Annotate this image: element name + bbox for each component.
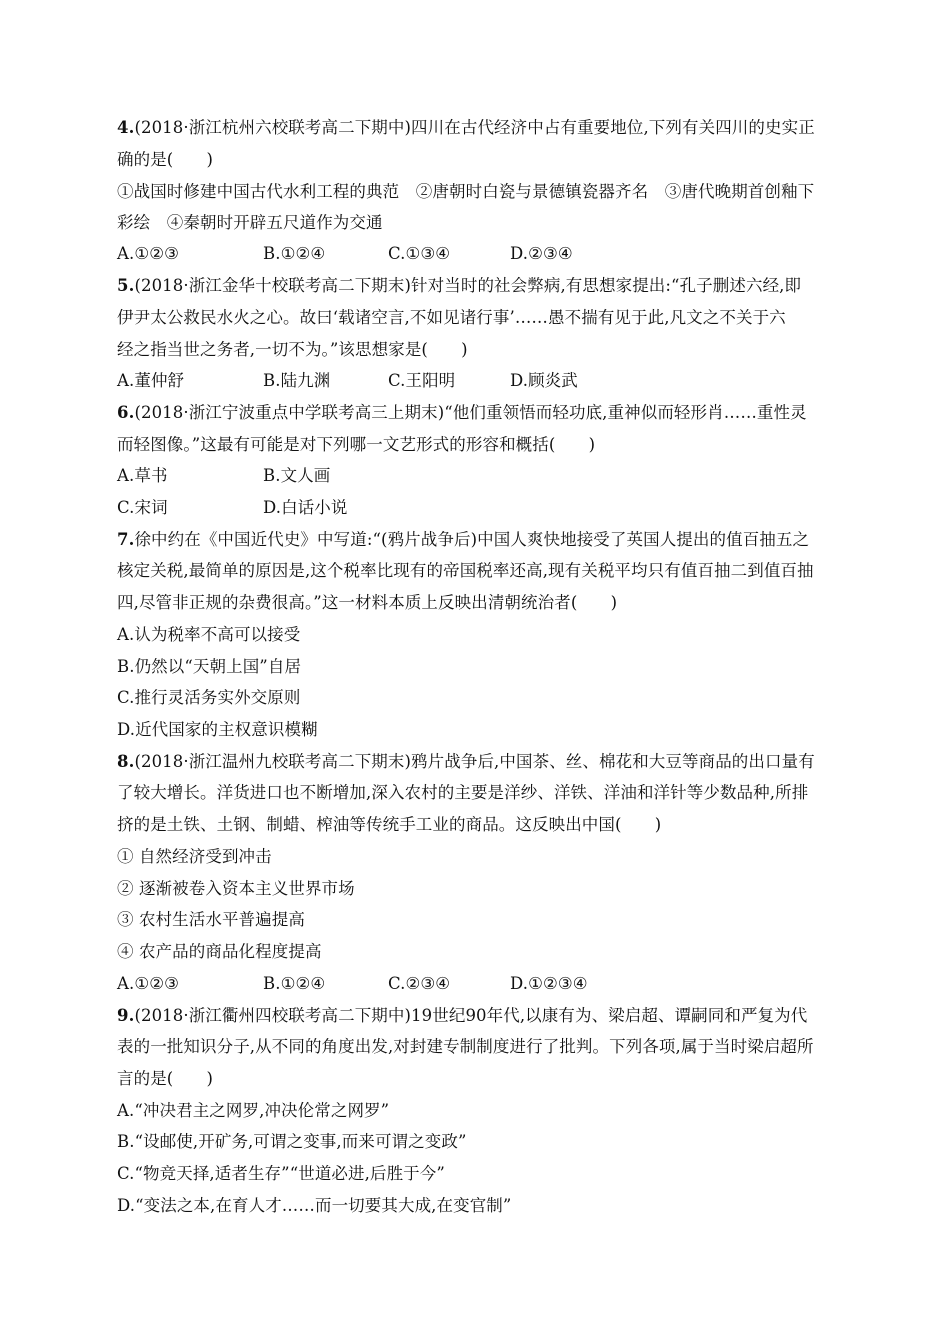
q6-option-b: B.文人画 — [263, 466, 331, 485]
q7-option-b: B.仍然以“天朝上国”自居 — [117, 657, 302, 676]
q5-option-b: B.陆九渊 — [263, 371, 331, 390]
q5-line-2: 伊尹太公救民水火之心。故曰‘载诸空言,不如见诸行事’……愚不揣有见于此,凡文之不关于六 — [117, 308, 786, 327]
q4-option-c: C.①③④ — [388, 244, 451, 263]
q6-option-c: C.宋词 — [117, 498, 168, 517]
q9-number: 9. — [117, 1006, 135, 1025]
q9-option-b: B.“设邮使,开矿务,可谓之变事,而来可谓之变政” — [117, 1132, 467, 1151]
q4-option-a: A.①②③ — [117, 244, 180, 263]
q7-line-2: 核定关税,最简单的原因是,这个税率比现有的帝国税率还高,现有关税平均只有值百抽二到值百抽 — [117, 561, 814, 580]
q5-option-a: A.董仲舒 — [117, 371, 185, 390]
q8-line-1: 8.(2018·浙江温州九校联考高二下期末)鸦片战争后,中国茶、丝、棉花和大豆等商品的出口量有 — [117, 752, 815, 771]
q5-option-d: D.顾炎武 — [510, 371, 578, 390]
q7-option-d: D.近代国家的主权意识模糊 — [117, 720, 318, 739]
q7-option-c: C.推行灵活务实外交原则 — [117, 688, 301, 707]
q8-item-2: ② 逐渐被卷入资本主义世界市场 — [117, 879, 355, 898]
q5-line-1: 5.(2018·浙江金华十校联考高二下期末)针对当时的社会弊病,有思想家提出:“孔子删述六经,即 — [117, 276, 802, 295]
q4-line-3: ①战国时修建中国古代水利工程的典范 ②唐朝时白瓷与景德镇瓷器齐名 ③唐代晚期首创釉下 — [117, 182, 815, 201]
q4-line-4: 彩绘 ④秦朝时开辟五尺道作为交通 — [117, 213, 383, 232]
q6-line-1: 6.(2018·浙江宁波重点中学联考高三上期末)“他们重领悟而轻功底,重神似而轻形肖……重性灵 — [117, 403, 807, 422]
q5-line-3: 经之指当世之务者,一切不为。”该思想家是( ) — [117, 340, 468, 359]
q5-number: 5. — [117, 276, 135, 295]
q8-option-d: D.①②③④ — [510, 974, 588, 993]
q8-line-3: 挤的是土铁、土钢、制蜡、榨油等传统手工业的商品。这反映出中国( ) — [117, 815, 662, 834]
q9-line-1: 9.(2018·浙江衢州四校联考高二下期中)19世纪90年代,以康有为、梁启超、谭嗣同和严复为代 — [117, 1006, 808, 1025]
q4-line-1: 4.(2018·浙江杭州六校联考高二下期中)四川在古代经济中占有重要地位,下列有关四川的史实正 — [117, 118, 815, 137]
q9-line-3: 言的是( ) — [117, 1069, 214, 1088]
q6-option-d: D.白话小说 — [263, 498, 348, 517]
q8-line-2: 了较大增长。洋货进口也不断增加,深入农村的主要是洋纱、洋铁、洋油和洋针等少数品种,所排 — [117, 783, 809, 802]
q8-item-1: ① 自然经济受到冲击 — [117, 847, 272, 866]
q7-number: 7. — [117, 530, 135, 549]
q7-option-a: A.认为税率不高可以接受 — [117, 625, 301, 644]
q7-line-3: 四,尽管非正规的杂费很高。”这一材料本质上反映出清朝统治者( ) — [117, 593, 618, 612]
q6-option-a: A.草书 — [117, 466, 168, 485]
q8-option-c: C.②③④ — [388, 974, 451, 993]
q4-number: 4. — [117, 118, 135, 137]
q8-number: 8. — [117, 752, 135, 771]
q4-option-b: B.①②④ — [263, 244, 326, 263]
q9-line-2: 表的一批知识分子,从不同的角度出发,对封建专制制度进行了批判。下列各项,属于当时梁启超所 — [117, 1037, 814, 1056]
q9-option-c: C.“物竞天择,适者生存”“世道必进,后胜于今” — [117, 1164, 445, 1183]
q5-option-c: C.王阳明 — [388, 371, 456, 390]
q7-line-1: 7.徐中约在《中国近代史》中写道:“(鸦片战争后)中国人爽快地接受了英国人提出的值百抽五之 — [117, 530, 810, 549]
q6-line-2: 而轻图像。”这最有可能是对下列哪一文艺形式的形容和概括( ) — [117, 435, 596, 454]
q4-line-2: 确的是( ) — [117, 150, 214, 169]
q6-number: 6. — [117, 403, 135, 422]
q8-option-a: A.①②③ — [117, 974, 180, 993]
q9-option-d: D.“变法之本,在育人才……而一切要其大成,在变官制” — [117, 1196, 512, 1215]
q8-item-4: ④ 农产品的商品化程度提高 — [117, 942, 322, 961]
q4-option-d: D.②③④ — [510, 244, 573, 263]
q8-item-3: ③ 农村生活水平普遍提高 — [117, 910, 305, 929]
q8-option-b: B.①②④ — [263, 974, 326, 993]
q9-option-a: A.“冲决君主之网罗,冲决伦常之网罗” — [117, 1101, 390, 1120]
